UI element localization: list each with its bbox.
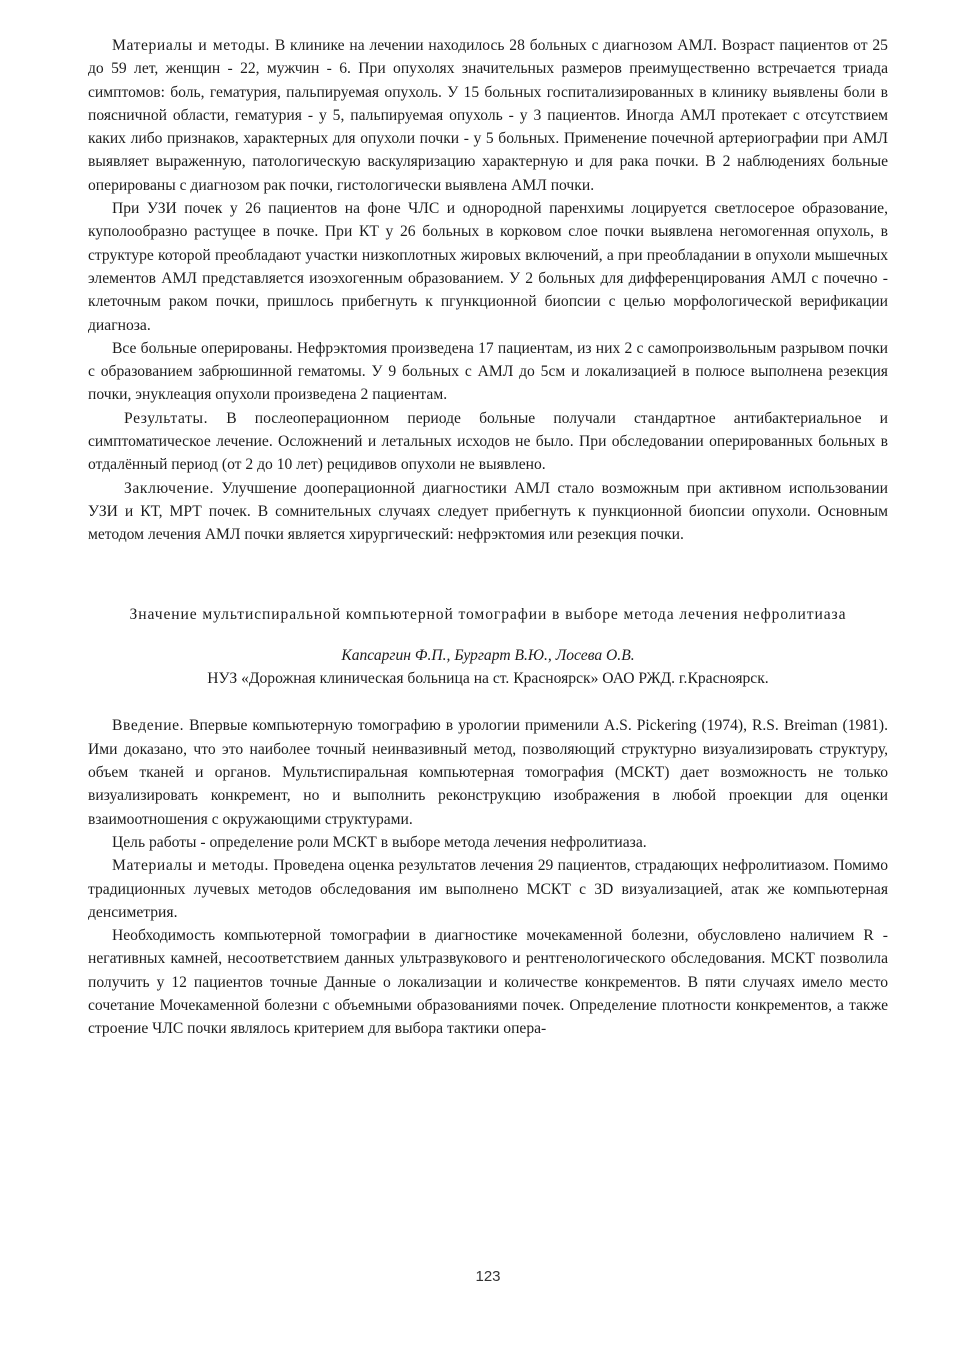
paragraph-lead: Материалы и методы. [112, 37, 271, 54]
paragraph-text: В клинике на лечении находилось 28 больных с диагнозом АМЛ. Возраст пациентов от 25 до 59 лет, женщин - 22, мужчин - 6. При опухолях значительных размеров преимущественно встречается триада симптомов: боль, гематурия, пальпируемая опухоль. У 15 больных госпитализированных в клинику выявлены боли в поясничной области, гематурия - у 5, пальпируемая опухоль - у 3 пациентов. Иногда АМЛ протекает с отсутствием каких либо признаков, характерных для опухоли почки - у 5 больных. Применение почечной артериографии при АМЛ выявляет выраженную, патологическую васкуляризацию характерную и для рака почки. В 2 наблюдениях больные оперированы с диагнозом рак почки, гистологически выявлена АМЛ почки. [88, 37, 888, 194]
paragraph-materials-methods-2 [88, 854, 888, 924]
paragraph-ct-necessity: Необходимость компьютерной томографии в диагностике мочекаменной болезни, обусловлено наличием R - негативных камней, несоответствием данных ультразвукового и рентгенологического обследования. МСКТ позволила получить у 12 пациентов точные Данные о локализации и количестве конкрементов. В пяти случаях имело место сочетание Мочекаменной болезни с объемными образованиями почек. Определение плотности конкрементов, а также строение ЧЛС почки являлось критерием для выбора тактики опера- [88, 927, 888, 1038]
paragraph-text: Впервые компьютерную томографию в урологии применили A.S. Pickering (1974), R.S. Breiman (1981). Ими доказано, что это наиболее точный неинвазивный метод, позволяющий структурно визуализировать структуру, объем тканей и органов. Мультиспиральная компьютерная томография (МСКТ) дает возможность не только визуализировать конкремент, но и выполнить реконструкцию изображения в любой проекции для оценки взаимоотношения с окружающими структурами. [88, 717, 888, 828]
paragraph-lead: Введение. [112, 717, 185, 735]
paragraph-text: Улучшение дооперационной диагностики АМЛ стало возможным при активном использовании УЗИ и КТ, МРТ почек. В сомнительных случаях следует прибегнуть к пункционной биопсии опухоли. Основным методом лечения АМЛ почки является хирургический: нефрэктомия или резекция почки. [88, 479, 888, 544]
paragraph-introduction [88, 714, 888, 830]
paragraph-results [88, 407, 888, 477]
header-spacer [88, 690, 888, 714]
paragraph-ultrasound-ct: При УЗИ почек у 26 пациентов на фоне ЧЛС и однородной паренхимы лоцируется светлосерое образование, куполообразно растущее в почке. При КТ у 26 больных в корковом слое почки выявлена негомогенная опухоль, в структуре которой преобладают участки низкоплотных жировых включений, а при преобладании в опухоли мышечных элементов АМЛ представляется изоэхогенным образованием. У 2 больных для дифференцирования АМЛ с почечно - клеточным раком почки, пришлось прибегнуть к пгункционной биопсии с целью морфологической верификации диагноза. [88, 200, 888, 334]
page-number: 123 [475, 1268, 501, 1285]
paragraph-surgery: Все больные оперированы. Нефрэктомия произведена 17 пациентам, из них 2 с самопроизвольным разрывом почки с образованием забрюшинной гематомы. У 9 больных с АМЛ до 5см и локализацией в полюсе выполнена резекция почки, энуклеация опухоли произведена 2 пациентам. [88, 339, 888, 404]
paragraph-text: Проведена оценка результатов лечения 29 пациентов, страдающих нефролитиазом. Помимо традиционных лучевых методов обследования им выполнено МСКТ с 3D визуализацией, атак же компьютерная денсиметрия. [88, 857, 888, 921]
section-spacer [88, 547, 888, 603]
page-content [88, 34, 888, 1041]
paragraph-materials-methods [88, 34, 888, 197]
paragraph-lead: Материалы и методы. [112, 857, 270, 875]
paragraph-aim: Цель работы - определение роли МСКТ в выборе метода лечения нефролитиаза. [112, 833, 647, 851]
paragraph-text: В послеоперационном периоде больные получали стандартное антибактериальное и симптоматическое лечение. Осложнений и летальных исходов не было. При обследовании оперированных больных в отдалённый период (от 2 до 10 лет) рецидивов опухоли не выявлено. [88, 409, 888, 474]
article-affiliation: НУЗ «Дорожная клиническая больница на ст. Красноярск» ОАО РЖД. г.Красноярск. [207, 670, 769, 688]
paragraph-lead: Заключение. [124, 479, 215, 497]
paragraph-lead: Результаты. [124, 409, 209, 427]
paragraph-conclusion [88, 477, 888, 547]
article-title: Значение мультиспиральной компьютерной томографии в выборе метода лечения нефролитиаза [129, 605, 847, 623]
article-authors: Капсаргин Ф.П., Бургарт В.Ю., Лосева О.В. [341, 646, 635, 664]
